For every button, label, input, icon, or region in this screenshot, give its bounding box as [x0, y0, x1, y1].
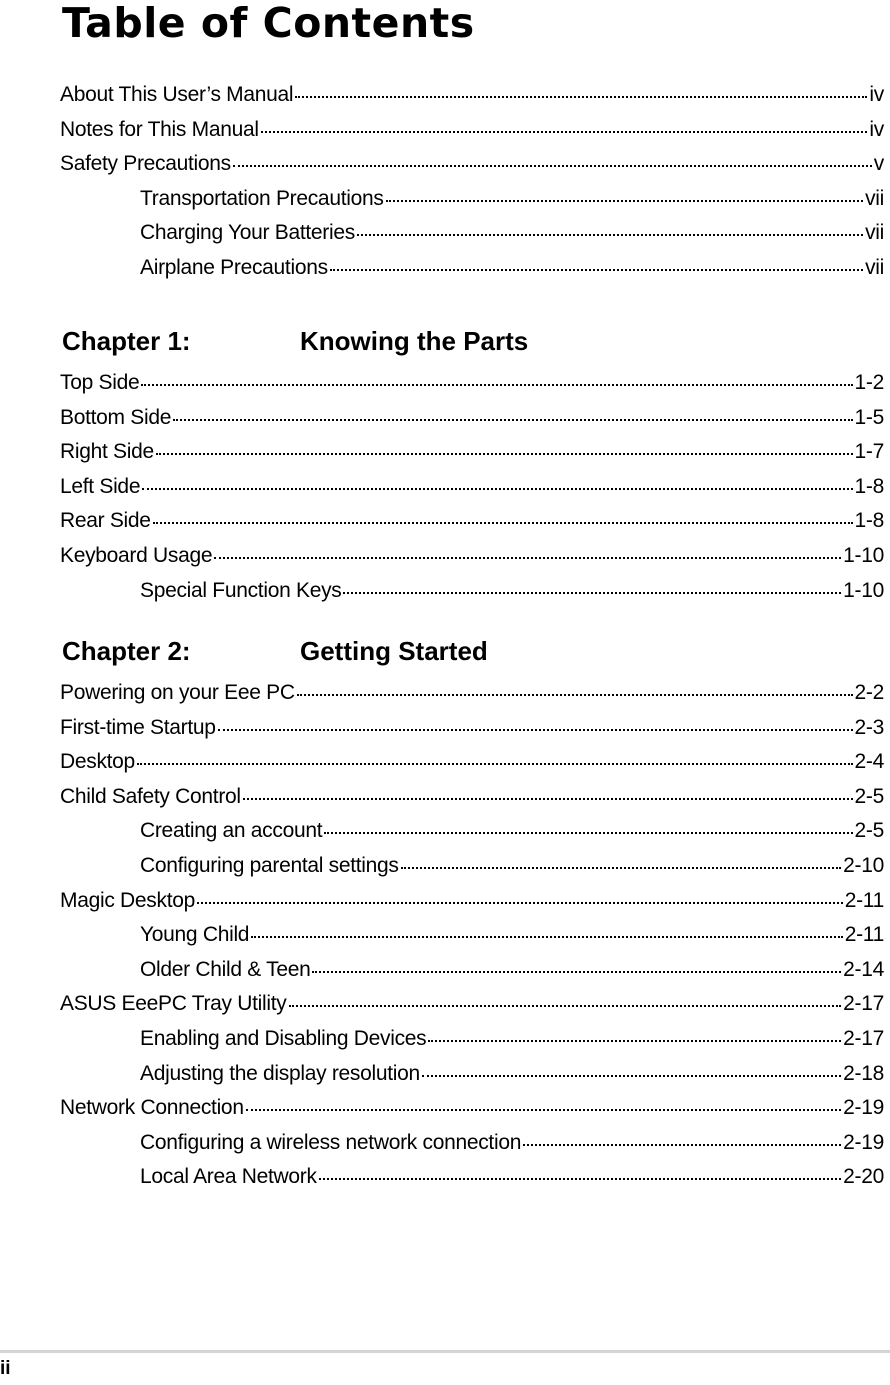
- dot-leader: [330, 269, 863, 271]
- dot-leader: [295, 96, 867, 98]
- chapter-title: Getting Started: [300, 636, 488, 666]
- dot-leader: [142, 488, 852, 490]
- toc-entry-title: Network Connection: [60, 1096, 244, 1120]
- toc-entry-title: Young Child: [140, 923, 250, 947]
- dot-leader: [153, 522, 853, 524]
- chapter-heading-2: [60, 634, 884, 668]
- toc-entry-title: Keyboard Usage: [60, 544, 213, 567]
- dot-leader: [319, 1178, 841, 1180]
- dot-leader: [289, 1005, 842, 1007]
- toc-entry-page: 2-19: [843, 1130, 884, 1154]
- toc-entry-page: 1-8: [854, 474, 884, 498]
- toc-entry-page: iv: [869, 117, 884, 141]
- dot-leader: [251, 936, 843, 938]
- dot-leader: [343, 592, 841, 594]
- toc-entry-page: vii: [865, 256, 884, 279]
- toc-entry-page: 2-11: [844, 923, 884, 947]
- footer-rule: [0, 1350, 890, 1353]
- dot-leader: [156, 453, 853, 455]
- toc-entry-desktop[interactable]: [60, 748, 884, 776]
- toc-entry-title: Right Side: [60, 440, 154, 464]
- toc-entry-title: Charging Your Batteries: [140, 221, 355, 245]
- toc-entry-configuring-parental-settings[interactable]: [140, 852, 884, 880]
- toc-entry-local-area-network[interactable]: [140, 1163, 884, 1191]
- dot-leader: [312, 971, 841, 973]
- toc-entry-title: Transportation Precautions: [140, 186, 384, 210]
- dot-leader: [386, 200, 864, 202]
- dot-leader: [324, 832, 852, 834]
- page-title: Table of Contents: [62, 0, 475, 47]
- toc-entry-page: 2-4: [854, 750, 884, 774]
- chapter-title: Knowing the Parts: [300, 326, 529, 356]
- chapter-label: Chapter 1:: [62, 326, 191, 356]
- toc-entry-title: Special Function Keys: [140, 578, 342, 602]
- toc-entry-title: Adjusting the display resolution: [140, 1061, 420, 1085]
- toc-entry-page: 1-2: [854, 371, 884, 394]
- dot-leader: [197, 902, 843, 904]
- toc-entry-older-child-teen[interactable]: [140, 956, 884, 984]
- dot-leader: [246, 1109, 841, 1111]
- toc-entry-page: vii: [865, 221, 884, 245]
- toc-entry-page: iv: [869, 83, 884, 106]
- toc-entry-magic-desktop[interactable]: [60, 887, 884, 915]
- dot-leader: [261, 131, 868, 133]
- toc-entry-top-side[interactable]: [60, 369, 884, 397]
- toc-entry-title: Bottom Side: [60, 405, 172, 429]
- dot-leader: [137, 763, 853, 765]
- toc-entry-charging-your-batteries[interactable]: [140, 219, 884, 247]
- toc-entry-notes-for-this-manual[interactable]: [60, 116, 884, 144]
- toc-entry-bottom-side[interactable]: [60, 404, 884, 432]
- dot-leader: [428, 1040, 841, 1042]
- dot-leader: [297, 694, 853, 696]
- toc-entry-child-safety-control[interactable]: [60, 783, 884, 811]
- toc-entry-page: vii: [865, 186, 884, 210]
- dot-leader: [357, 234, 863, 236]
- toc-entry-safety-precautions[interactable]: [60, 150, 884, 178]
- toc-entry-right-side[interactable]: [60, 438, 884, 466]
- toc-entry-page: 2-3: [854, 715, 884, 739]
- toc-entry-page: 1-10: [843, 544, 884, 567]
- toc-entry-title: Child Safety Control: [60, 784, 241, 808]
- toc-entry-title: Powering on your Eee PC: [60, 681, 295, 704]
- toc-entry-page: v: [873, 152, 884, 176]
- toc-entry-page: 2-11: [844, 888, 884, 912]
- toc-entry-title: Airplane Precautions: [140, 256, 328, 279]
- toc-entry-title: First-time Startup: [60, 715, 216, 739]
- toc-entry-transportation-precautions[interactable]: [140, 185, 884, 213]
- toc-entry-title: Creating an account: [140, 819, 323, 843]
- toc-entry-page: 1-5: [854, 405, 884, 429]
- toc-entry-page: 2-17: [843, 992, 884, 1016]
- toc-entry-page: 1-10: [843, 578, 884, 602]
- toc-entry-network-connection[interactable]: [60, 1094, 884, 1122]
- toc-entry-configuring-a-wireless-network-connection[interactable]: [140, 1129, 884, 1157]
- toc-entry-asus-eeepc-tray-utility[interactable]: [60, 990, 884, 1018]
- toc-entry-page: 2-10: [843, 854, 884, 877]
- toc-entry-title: Rear Side: [60, 509, 151, 533]
- toc-entry-special-function-keys[interactable]: [140, 577, 884, 605]
- toc-entry-title: Enabling and Disabling Devices: [140, 1027, 427, 1050]
- toc-entry-title: ASUS EeePC Tray Utility: [60, 992, 287, 1016]
- toc-entry-airplane-precautions[interactable]: [140, 254, 884, 282]
- toc-entry-page: 2-19: [843, 1096, 884, 1120]
- toc-entry-title: Configuring a wireless network connection: [140, 1130, 522, 1154]
- toc-entry-title: Notes for This Manual: [60, 117, 259, 141]
- dot-leader: [523, 1144, 841, 1146]
- toc-entry-about-this-user-s-manual[interactable]: [60, 81, 884, 109]
- toc-entry-creating-an-account[interactable]: [140, 817, 884, 845]
- dot-leader: [214, 557, 841, 559]
- chapter-label: Chapter 2:: [62, 636, 191, 666]
- dot-leader: [243, 798, 853, 800]
- toc-entry-title: Left Side: [60, 474, 141, 498]
- toc-entry-page: 2-14: [843, 957, 884, 981]
- toc-entry-enabling-and-disabling-devices[interactable]: [140, 1025, 884, 1053]
- dot-leader: [422, 1075, 841, 1077]
- toc-entry-title: Local Area Network: [140, 1165, 317, 1189]
- toc-entry-page: 2-5: [854, 784, 884, 808]
- toc-entry-page: 1-7: [854, 440, 884, 464]
- toc-entry-page: 2-17: [843, 1027, 884, 1050]
- toc-entry-page: 2-20: [843, 1165, 884, 1189]
- toc-entry-left-side[interactable]: [60, 473, 884, 501]
- toc-entry-title: Older Child & Teen: [140, 957, 311, 981]
- dot-leader: [173, 419, 852, 421]
- toc-entry-title: Desktop: [60, 750, 135, 774]
- toc-entry-title: Configuring parental settings: [140, 854, 399, 877]
- page-number: ii: [0, 1358, 11, 1379]
- toc-entry-rear-side[interactable]: [60, 507, 884, 535]
- dot-leader: [141, 384, 852, 386]
- toc-entry-title: Magic Desktop: [60, 888, 195, 912]
- toc-entry-title: About This User’s Manual: [60, 83, 294, 106]
- dot-leader: [401, 867, 842, 869]
- toc-entry-page: 2-2: [854, 681, 884, 704]
- toc-entry-first-time-startup[interactable]: [60, 714, 884, 742]
- toc-entry-adjusting-the-display-resolution[interactable]: [140, 1060, 884, 1088]
- toc-entry-powering-on-your-eee-pc[interactable]: [60, 679, 884, 707]
- toc-entry-young-child[interactable]: [140, 921, 884, 949]
- toc-entry-title: Safety Precautions: [60, 152, 231, 176]
- dot-leader: [233, 165, 872, 167]
- toc-entry-page: 2-18: [843, 1061, 884, 1085]
- chapter-heading-1: [60, 324, 884, 358]
- toc-entry-page: 1-8: [854, 509, 884, 533]
- toc-entry-keyboard-usage[interactable]: [60, 542, 884, 570]
- dot-leader: [218, 729, 853, 731]
- toc-entry-title: Top Side: [60, 371, 140, 394]
- toc-entry-page: 2-5: [854, 819, 884, 843]
